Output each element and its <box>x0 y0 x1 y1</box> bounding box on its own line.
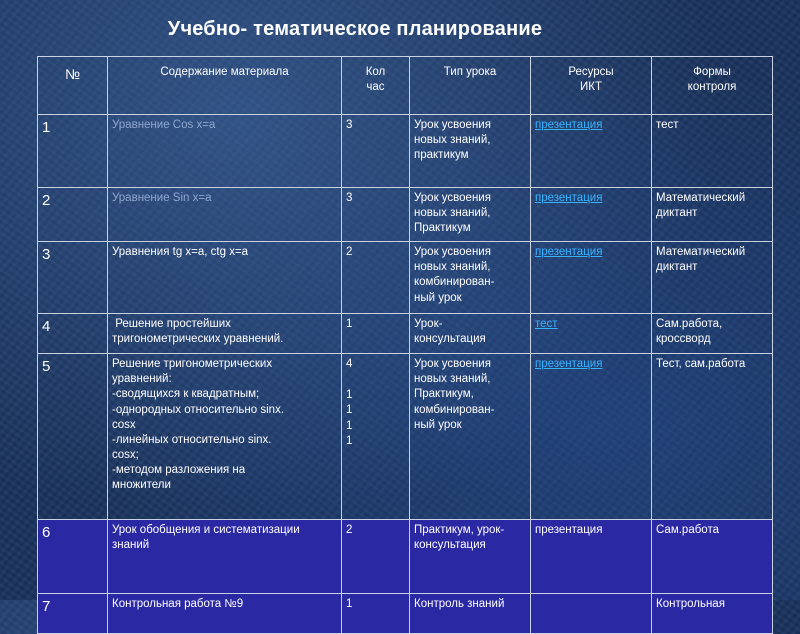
cell-resource <box>531 242 652 314</box>
cell-num: 5 <box>38 354 108 520</box>
planning-table <box>37 56 773 634</box>
cell-content <box>108 242 342 314</box>
header-hours-line1: Кол <box>365 66 386 78</box>
cell-line: 4 <box>346 358 353 370</box>
header-resources-line2: ИКТ <box>580 81 602 94</box>
table-row <box>38 188 773 242</box>
table-row-highlighted <box>38 520 773 594</box>
cell-line: -сводящихся к квадратным; <box>112 388 260 401</box>
cell-line: Уравнение Cos x=a <box>112 119 216 131</box>
cell-resource <box>531 314 652 354</box>
header-forms-line1: Формы <box>693 66 731 78</box>
cell-num: 6 <box>38 520 108 594</box>
cell-line: Математический <box>656 192 746 204</box>
cell-line: тест <box>656 119 679 131</box>
cell-line: новых знаний, <box>414 134 491 147</box>
resource-link[interactable]: презентация <box>535 358 603 370</box>
table-row <box>38 314 773 354</box>
cell-content <box>108 188 342 242</box>
cell-line: -линейных относительно sinx. <box>112 433 272 446</box>
cell-resource <box>531 115 652 188</box>
cell-hours <box>342 242 410 314</box>
table-row <box>38 354 773 520</box>
cell-line: Урок усвоения <box>414 358 491 370</box>
cell-line: ный урок <box>414 418 462 431</box>
cell-form <box>652 520 773 594</box>
cell-line: консультация <box>414 333 486 346</box>
cell-line: 1 <box>346 434 353 447</box>
resource-link[interactable]: презентация <box>535 246 603 258</box>
cell-line: Уравнения tg x=a, ctg x=a <box>112 246 249 258</box>
cell-resource <box>531 520 652 594</box>
cell-resource <box>531 354 652 520</box>
cell-line: комбинирован- <box>414 403 495 416</box>
cell-line: 1 <box>346 598 353 610</box>
header-num: № <box>38 57 108 115</box>
cell-line: cosx <box>112 418 136 431</box>
cell-line: 1 <box>346 389 353 402</box>
cell-line: 2 <box>346 246 353 258</box>
cell-line: новых знаний, <box>414 373 491 386</box>
cell-line: 1 <box>346 318 353 330</box>
cell-line: -однородных относительно sinx. <box>112 403 285 416</box>
cell-line: -методом разложения на <box>112 464 246 477</box>
cell-line: диктант <box>656 261 698 274</box>
cell-line: Практикум <box>414 222 471 235</box>
cell-form <box>652 115 773 188</box>
cell-type <box>410 520 531 594</box>
cell-type <box>410 115 531 188</box>
cell-line: Контроль знаний <box>414 598 505 610</box>
cell-type <box>410 354 531 520</box>
page-title: Учебно- тематическое планирование <box>167 18 543 40</box>
cell-form <box>652 188 773 242</box>
cell-type <box>410 242 531 314</box>
cell-line: Урок усвоения <box>414 119 491 131</box>
cell-content <box>108 115 342 188</box>
cell-content <box>108 314 342 354</box>
cell-num: 3 <box>38 242 108 314</box>
cell-line: Сам.работа, <box>656 318 723 330</box>
cell-line: Контрольная <box>656 598 725 610</box>
header-forms-line2: контроля <box>687 81 737 94</box>
cell-line: уравнений: <box>112 373 172 386</box>
resource-text: презентация <box>535 524 603 536</box>
resource-link[interactable]: презентация <box>535 192 603 204</box>
cell-hours <box>342 188 410 242</box>
header-resources <box>531 57 652 115</box>
cell-line: cosx; <box>112 449 139 462</box>
cell-hours <box>342 314 410 354</box>
cell-line: Сам.работа <box>656 524 719 536</box>
cell-line: 1 <box>346 404 353 417</box>
cell-hours <box>342 520 410 594</box>
cell-form <box>652 354 773 520</box>
cell-line: комбинирован- <box>414 276 495 289</box>
cell-line: практикум <box>414 149 469 162</box>
cell-line: новых знаний, <box>414 261 491 274</box>
cell-type <box>410 314 531 354</box>
cell-num: 4 <box>38 314 108 354</box>
cell-content <box>108 354 342 520</box>
cell-line: 3 <box>346 192 353 204</box>
cell-line: Решение простейших <box>112 318 231 330</box>
cell-line: консультация <box>414 539 486 552</box>
cell-line: ный урок <box>414 291 462 304</box>
cell-line: Контрольная работа №9 <box>112 598 244 610</box>
resource-link[interactable]: тест <box>535 318 558 330</box>
cell-line: Решение тригонометрических <box>112 358 273 370</box>
cell-line: 2 <box>346 524 353 536</box>
cell-line: Математический <box>656 246 746 258</box>
cell-line: Урок усвоения <box>414 246 491 258</box>
cell-num: 7 <box>38 594 108 634</box>
cell-line: Урок- <box>414 318 443 330</box>
cell-line: множители <box>112 479 171 492</box>
cell-line: новых знаний, <box>414 207 491 220</box>
cell-num: 2 <box>38 188 108 242</box>
cell-hours <box>342 115 410 188</box>
cell-num: 1 <box>38 115 108 188</box>
table-row <box>38 115 773 188</box>
cell-line: кроссворд <box>656 333 711 346</box>
header-type: Тип урока <box>410 57 531 115</box>
header-row <box>38 57 773 115</box>
cell-type <box>410 188 531 242</box>
resource-link[interactable]: презентация <box>535 119 603 131</box>
cell-line: 1 <box>346 419 353 432</box>
cell-content <box>108 520 342 594</box>
cell-line: Урок обобщения и систематизации <box>112 524 300 536</box>
cell-form <box>652 242 773 314</box>
cell-line: диктант <box>656 207 698 220</box>
cell-form <box>652 314 773 354</box>
header-forms <box>652 57 773 115</box>
cell-line: 3 <box>346 119 353 131</box>
cell-hours <box>342 354 410 520</box>
cell-line: Практикум, <box>414 388 474 401</box>
cell-line: Урок усвоения <box>414 192 491 204</box>
table-row <box>38 242 773 314</box>
cell-line: знаний <box>112 539 150 552</box>
cell-line: Практикум, урок- <box>414 524 505 536</box>
cell-line: Тест, сам.работа <box>656 358 746 370</box>
header-hours-line2: час <box>366 81 385 94</box>
cell-line: тригонометрических уравнений. <box>112 333 284 346</box>
header-hours <box>342 57 410 115</box>
cell-resource <box>531 188 652 242</box>
header-resources-line1: Ресурсы <box>568 66 614 78</box>
header-content: Содержание материала <box>108 57 342 115</box>
cell-line: Уравнение Sin x=a <box>112 192 212 204</box>
